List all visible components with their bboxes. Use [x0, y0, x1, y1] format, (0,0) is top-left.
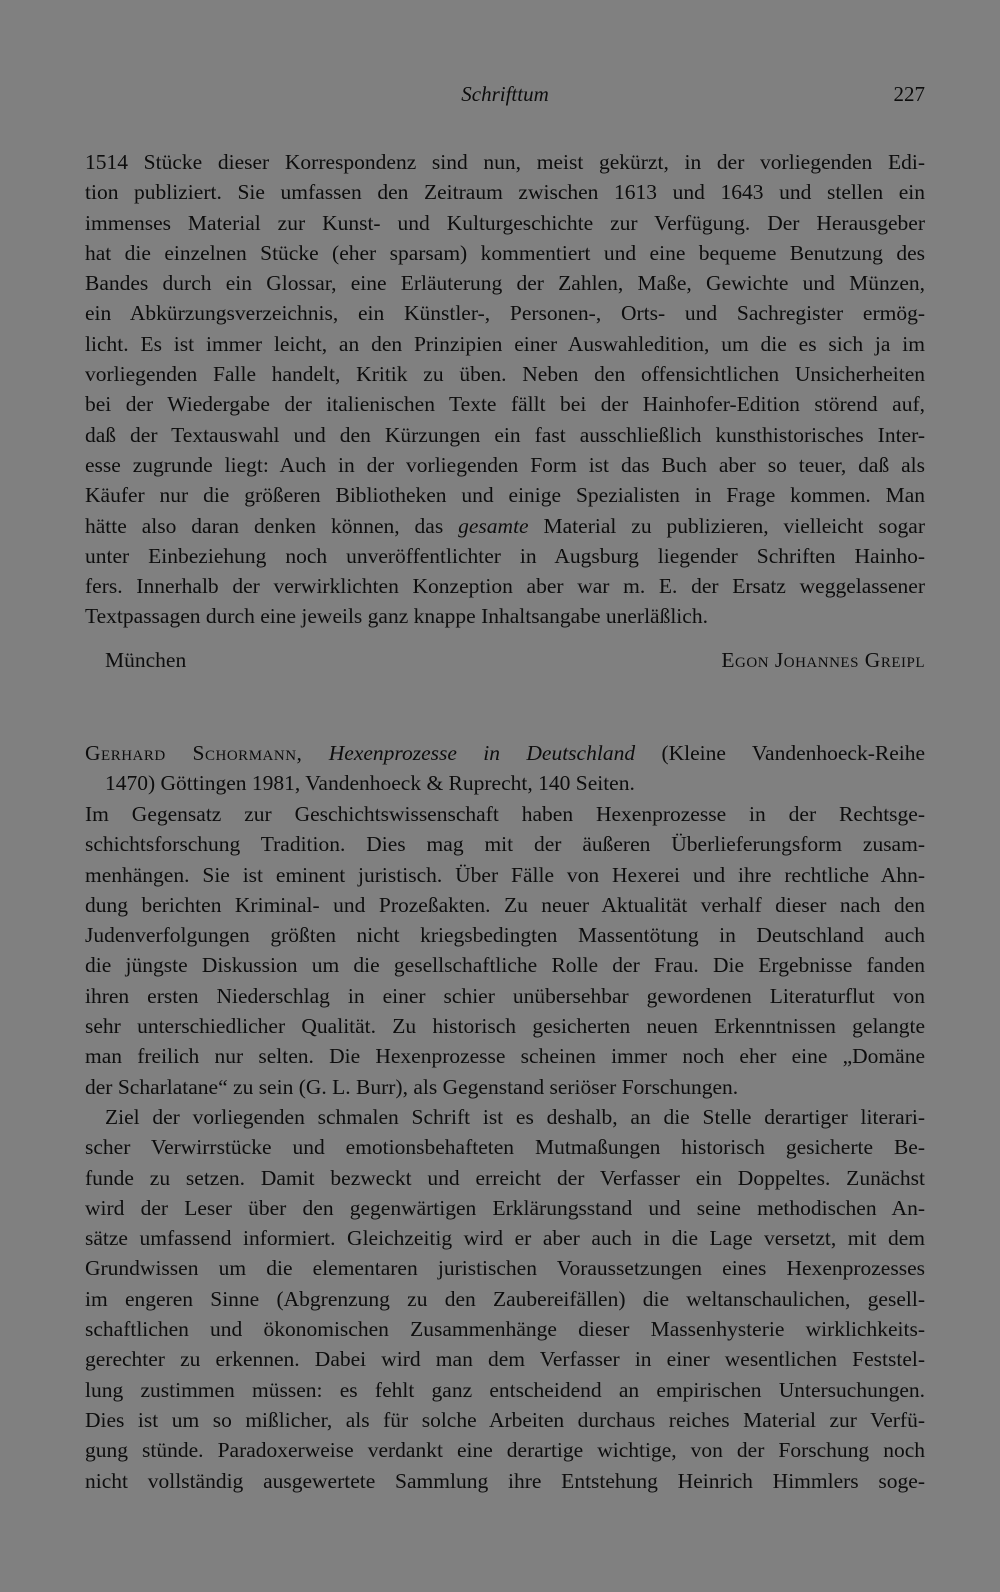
text-fragment: Material zu publizieren, vielleicht sogar: [528, 513, 925, 538]
text-line: gung stünde. Paradoxerweise verdankt eine derartige wichtige, von der Forschung noch: [85, 1438, 925, 1463]
book-title: Hexenprozesse in Deutschland: [328, 741, 636, 765]
running-head: [85, 80, 925, 108]
text-line: schaftlichen und ökonomischen Zusammenhänge dieser Massenhysterie wirklichkeits-: [85, 1317, 925, 1342]
review-2-bibliography: [85, 738, 925, 799]
text-line: esse zugrunde liegt: Auch in der vorliegenden Form ist das Buch aber so teuer, daß als: [85, 452, 925, 477]
review-1-signature: [85, 645, 925, 675]
text-line: Textpassagen durch eine jeweils ganz knappe Inhaltsangabe unerläßlich.: [85, 604, 708, 629]
text-line: gerechter zu erkennen. Dabei wird man dem Verfasser in einer wesentlichen Feststel-: [85, 1347, 925, 1372]
text-line: sehr unterschiedlicher Qualität. Zu historisch gesicherten neuen Erkenntnissen gelangte: [85, 1014, 925, 1039]
text-line: man freilich nur selten. Die Hexenprozesse scheinen immer noch eher eine „Domäne: [85, 1044, 925, 1069]
text-line: Ziel der vorliegenden schmalen Schrift ist es deshalb, an die Stelle derartiger literari-: [105, 1105, 925, 1129]
page-number: 227: [893, 82, 925, 106]
review-author: Gerhard Schormann,: [85, 741, 303, 765]
text-line: wird der Leser über den gegenwärtigen Erklärungsstand und seine methodischen An-: [85, 1195, 925, 1220]
review-2-paragraph-1: [85, 799, 925, 1102]
text-line: dung berichten Kriminal- und Prozeßakten. Zu neuer Aktualität verhalf dieser nach den: [85, 892, 925, 917]
signature-city: München: [105, 648, 187, 672]
text-line: daß der Textauswahl und den Kürzungen ein fast ausschließlich kunsthistorisches Inter-: [85, 422, 925, 447]
text-line: licht. Es ist immer leicht, an den Prinzipien einer Auswahledition, um die es sich ja im: [85, 331, 925, 356]
text-line: vorliegenden Falle handelt, Kritik zu üben. Neben den offensichtlichen Unsicherheiten: [85, 362, 925, 387]
text-line: Grundwissen um die elementaren juristischen Voraussetzungen eines Hexenprozesses: [85, 1256, 925, 1281]
text-line: die jüngste Diskussion um die gesellschaftliche Rolle der Frau. Die Ergebnisse fanden: [85, 953, 925, 978]
text-line: schichtsforschung Tradition. Dies mag mit der äußeren Überlieferungsform zusam-: [85, 832, 925, 857]
text-line: 1514 Stücke dieser Korrespondenz sind nun, meist gekürzt, in der vorliegenden Edi-: [85, 150, 925, 174]
text-line: funde zu setzen. Damit bezweckt und erreicht der Verfasser ein Doppeltes. Zunächst: [85, 1165, 925, 1190]
text-line: tion publiziert. Sie umfassen den Zeitraum zwischen 1613 und 1643 und stellen ein: [85, 180, 925, 205]
text-line: hat die einzelnen Stücke (eher sparsam) kommentiert und eine bequeme Benutzung des: [85, 240, 925, 265]
text-line: der Scharlatane“ zu sein (G. L. Burr), als Gegenstand seriöser Forschungen.: [85, 1074, 739, 1099]
text-line: Käufer nur die größeren Bibliotheken und einige Spezialisten in Frage kommen. Man: [85, 483, 925, 508]
text-line: Bandes durch ein Glossar, eine Erläuterung der Zahlen, Maße, Gewichte und Münzen,: [85, 271, 925, 296]
text-line: unter Einbeziehung noch unveröffentlichter in Augsburg liegender Schriften Hainho-: [85, 543, 925, 568]
running-title: Schrifttum: [461, 82, 549, 106]
text-line: im engeren Sinne (Abgrenzung zu den Zaubereifällen) die weltanschaulichen, gesell-: [85, 1286, 925, 1311]
text-line: sätze umfassend informiert. Gleichzeitig wird er aber auch in die Lage versetzt, mit dem: [85, 1226, 925, 1251]
emphasis-gesamte: gesamte: [458, 513, 529, 538]
signature-author: Egon Johannes Greipl: [721, 648, 925, 672]
review-1-body: [85, 147, 925, 632]
text-line: nicht vollständig ausgewertete Sammlung ihre Entstehung Heinrich Himmlers soge-: [85, 1468, 925, 1493]
bibliography-line: 1470) Göttingen 1981, Vandenhoeck & Ruprecht, 140 Seiten.: [105, 771, 635, 796]
text-line: bei der Wiedergabe der italienischen Texte fällt bei der Hainhofer-Edition störend auf,: [85, 392, 925, 417]
bibliography-line: [85, 738, 925, 768]
text-line: ihren ersten Niederschlag in einer schier unübersehbar gewordenen Literaturflut von: [85, 983, 925, 1008]
text-line-with-emphasis: [85, 511, 925, 541]
book-series: (Kleine Vandenhoeck-Reihe: [635, 741, 925, 765]
text-line: fers. Innerhalb der verwirklichten Konzeption aber war m. E. der Ersatz weggelassener: [85, 574, 925, 599]
text-line: Judenverfolgungen größten nicht kriegsbedingten Massentötung in Deutschland auch: [85, 923, 925, 948]
text-line: Im Gegensatz zur Geschichtswissenschaft haben Hexenprozesse in der Rechtsge-: [85, 802, 925, 826]
text-fragment: hätte also daran denken können, das: [85, 513, 459, 538]
review-2-paragraph-2: [85, 1102, 925, 1496]
text-line: Dies ist um so mißlicher, als für solche Arbeiten durchaus reiches Material zur Verfü-: [85, 1407, 925, 1432]
text-line: menhängen. Sie ist eminent juristisch. Über Fälle von Hexerei und ihre rechtliche Ahn-: [85, 862, 925, 887]
text-line: lung zustimmen müssen: es fehlt ganz entscheidend an empirischen Untersuchungen.: [85, 1377, 925, 1402]
text-line: scher Verwirrstücke und emotionsbehafteten Mutmaßungen historisch gesicherte Be-: [85, 1135, 925, 1160]
text-line: immenses Material zur Kunst- und Kulturgeschichte zur Verfügung. Der Herausgeber: [85, 210, 925, 235]
text-line: ein Abkürzungsverzeichnis, ein Künstler-, Personen-, Orts- und Sachregister ermög-: [85, 301, 925, 326]
